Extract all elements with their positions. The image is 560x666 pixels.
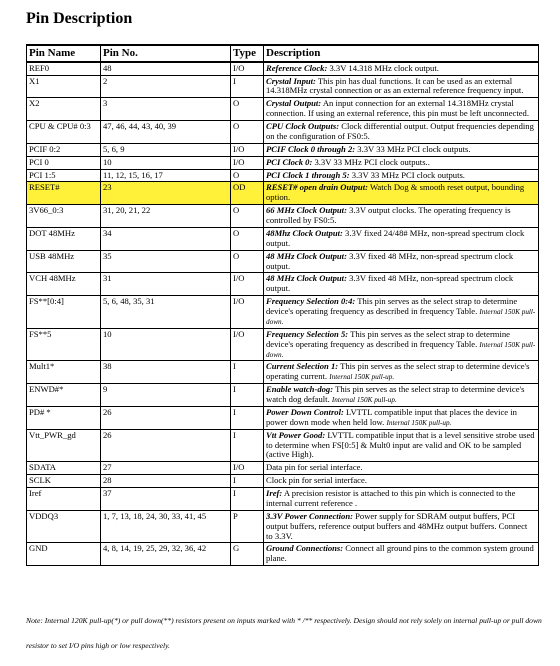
description-title: 48 MHz Clock Output:: [266, 250, 347, 261]
description-title: Ground Connections:: [266, 543, 344, 554]
table-row: [27, 182, 539, 205]
pin-description-cell: [264, 361, 539, 384]
table-row: [27, 406, 539, 429]
pin-description-cell: [264, 429, 539, 462]
pin-type-cell: I: [231, 384, 264, 407]
pin-description-cell: [264, 406, 539, 429]
page-title: Pin Description: [26, 10, 133, 27]
pin-number-cell: 38: [101, 361, 231, 384]
description-text: Watch Dog & smooth reset output, bounding option.: [266, 182, 525, 203]
description-title: 48 MHz Clock Output:: [266, 273, 347, 284]
description-title: Frequency Selection 0:4:: [266, 296, 356, 307]
description-title: Frequency Selection 5:: [266, 328, 349, 339]
pin-type-cell: I/O: [231, 296, 264, 329]
pin-type-cell: O: [231, 121, 264, 144]
pin-description-cell: [264, 62, 539, 75]
pin-description-cell: [264, 462, 539, 475]
table-row: [27, 169, 539, 182]
pin-number-cell: 3: [101, 98, 231, 121]
description-text: Power supply for SDRAM output buffers, PCI output buffers, reference output buffers and 48MHz output buffers. Connect to 3.3V.: [266, 510, 528, 541]
description-note: Internal 150K pull-up.: [386, 418, 452, 427]
description-note: Internal 150K pull-up.: [331, 396, 397, 405]
pin-name-cell: REF0: [27, 62, 101, 75]
description-title: Iref:: [266, 488, 283, 499]
pin-name-cell: SDATA: [27, 462, 101, 475]
description-text: 3.3V 33 MHz PCI clock outputs.: [349, 169, 465, 180]
header-pin-name: Pin Name: [27, 45, 101, 62]
pin-type-cell: I: [231, 75, 264, 98]
table-row: [27, 205, 539, 228]
description-text: 3.3V 14.318 MHz clock output.: [327, 62, 439, 73]
pin-description-cell: [264, 121, 539, 144]
table-row: [27, 143, 539, 156]
pin-name-cell: USB 48MHz: [27, 250, 101, 273]
description-title: Crystal Output:: [266, 98, 322, 109]
pin-number-cell: 47, 46, 44, 43, 40, 39: [101, 121, 231, 144]
description-text: LVTTL compatible input that places the device in power down mode when held low.: [266, 406, 517, 427]
description-text: 3.3V 33 MHz PCI clock outputs..: [312, 156, 430, 167]
pin-type-cell: I/O: [231, 62, 264, 75]
pin-description-cell: [264, 156, 539, 169]
description-title: Vtt Power Good:: [266, 429, 326, 440]
table-row: [27, 98, 539, 121]
description-title: Reference Clock:: [266, 62, 328, 73]
table-row: [27, 227, 539, 250]
pin-description-cell: [264, 296, 539, 329]
description-title: 66 MHz Clock Output:: [266, 205, 347, 216]
pin-type-cell: I/O: [231, 143, 264, 156]
pin-name-cell: PD# *: [27, 406, 101, 429]
pin-number-cell: 11, 12, 15, 16, 17: [101, 169, 231, 182]
table-row: [27, 384, 539, 407]
pin-type-cell: O: [231, 227, 264, 250]
header-description: Description: [264, 45, 539, 62]
description-text: 3.3V 33 MHz PCI clock outputs.: [355, 143, 471, 154]
pin-number-cell: 35: [101, 250, 231, 273]
pin-name-cell: 3V66_0:3: [27, 205, 101, 228]
table-row: [27, 510, 539, 543]
table-row: [27, 488, 539, 511]
pin-name-cell: PCI 1:5: [27, 169, 101, 182]
pin-name-cell: VDDQ3: [27, 510, 101, 543]
pin-type-cell: I/O: [231, 328, 264, 361]
pin-name-cell: Mult1*: [27, 361, 101, 384]
table-row: [27, 462, 539, 475]
description-text: 3.3V fixed 48 MHz, non-spread spectrum clock output.: [266, 250, 514, 271]
pin-name-cell: ENWD#*: [27, 384, 101, 407]
pin-number-cell: 28: [101, 475, 231, 488]
pin-name-cell: VCH 48MHz: [27, 273, 101, 296]
table-row: [27, 121, 539, 144]
pin-number-cell: 1, 7, 13, 18, 24, 30, 33, 41, 45: [101, 510, 231, 543]
pin-number-cell: 48: [101, 62, 231, 75]
pin-number-cell: 5, 6, 48, 35, 31: [101, 296, 231, 329]
pin-name-cell: FS**[0:4]: [27, 296, 101, 329]
pin-description-cell: [264, 273, 539, 296]
pin-name-cell: GND: [27, 543, 101, 566]
pin-type-cell: O: [231, 169, 264, 182]
pin-number-cell: 37: [101, 488, 231, 511]
pin-type-cell: I/O: [231, 156, 264, 169]
table-row: [27, 250, 539, 273]
pin-description-cell: [264, 384, 539, 407]
description-title: Power Down Control:: [266, 406, 344, 417]
pin-name-cell: CPU & CPU# 0:3: [27, 121, 101, 144]
description-text: LVTTL compatible input that is a level sensitive strobe used to determine when FS[0:5] & Mult0 input are valid and OK to be sampled (active High).: [266, 429, 535, 460]
pin-number-cell: 31, 20, 21, 22: [101, 205, 231, 228]
description-text: A precision resistor is attached to this pin which is connected to the internal current reference .: [266, 488, 516, 508]
pin-number-cell: 4, 8, 14, 19, 25, 29, 32, 36, 42: [101, 543, 231, 566]
pin-name-cell: X2: [27, 98, 101, 121]
pin-name-cell: FS**5: [27, 328, 101, 361]
pin-type-cell: G: [231, 543, 264, 566]
pin-description-cell: [264, 328, 539, 361]
pin-name-cell: RESET#: [27, 182, 101, 205]
description-text: Clock differential output. Output frequencies depending on the configuration of FS0:5.: [266, 121, 534, 141]
description-title: RESET# open drain Output:: [266, 182, 368, 193]
description-text: This pin has dual functions. It can be used as an external 14.318MHz crystal connection or as an external reference frequency input.: [266, 75, 524, 96]
description-title: Crystal Input:: [266, 75, 316, 86]
pin-name-cell: Iref: [27, 488, 101, 511]
description-note: Internal 150K pull-down.: [266, 308, 536, 326]
pin-type-cell: OD: [231, 182, 264, 205]
pin-number-cell: 26: [101, 406, 231, 429]
pin-description-cell: [264, 169, 539, 182]
pin-number-cell: 27: [101, 462, 231, 475]
pin-number-cell: 34: [101, 227, 231, 250]
pin-description-cell: [264, 250, 539, 273]
pin-type-cell: O: [231, 205, 264, 228]
header-pin-no: Pin No.: [101, 45, 231, 62]
table-row: [27, 273, 539, 296]
pin-type-cell: O: [231, 98, 264, 121]
description-title: Current Selection 1:: [266, 361, 339, 372]
pin-type-cell: I: [231, 488, 264, 511]
footnote: Note: Internal 120K pull-up(*) or pull down(**) resistors present on inputs marked with * /** respectively. Design should not rely solely on internal pull-up or pull down resistor to set I/O pins high or low respectively.: [26, 616, 542, 650]
pin-description-cell: [264, 182, 539, 205]
table-row: [27, 361, 539, 384]
pin-number-cell: 10: [101, 156, 231, 169]
pin-number-cell: 10: [101, 328, 231, 361]
table-row: [27, 328, 539, 361]
pin-description-table: [26, 44, 539, 566]
description-text: 3.3V fixed 24/48# MHz, non-spread spectrum clock output.: [266, 227, 525, 248]
description-title: Enable watch-dog:: [266, 384, 334, 395]
pin-description-cell: [264, 227, 539, 250]
pin-description-cell: [264, 488, 539, 511]
pin-name-cell: PCI 0: [27, 156, 101, 169]
table-row: [27, 62, 539, 75]
pin-description-cell: [264, 475, 539, 488]
description-title: CPU Clock Outputs:: [266, 121, 340, 132]
pin-description-cell: [264, 510, 539, 543]
pin-type-cell: I/O: [231, 462, 264, 475]
pin-number-cell: 26: [101, 429, 231, 462]
pin-description-cell: [264, 205, 539, 228]
pin-type-cell: I: [231, 429, 264, 462]
table-header-row: [27, 45, 539, 62]
description-title: 3.3V Power Connection:: [266, 510, 353, 521]
pin-type-cell: I: [231, 406, 264, 429]
description-title: PCIF Clock 0 through 2:: [266, 143, 356, 154]
description-note: Internal 150K pull-down.: [266, 340, 536, 359]
description-text: An input connection for an external 14.318MHz crystal connection. If using an external reference, this pin must be left unconnected.: [266, 98, 529, 119]
pin-number-cell: 23: [101, 182, 231, 205]
header-type: Type: [231, 45, 264, 62]
description-text: Clock pin for serial interface.: [266, 475, 367, 486]
table-row: [27, 75, 539, 98]
table-row: [27, 156, 539, 169]
pin-number-cell: 5, 6, 9: [101, 143, 231, 156]
pin-type-cell: I: [231, 361, 264, 384]
pin-description-cell: [264, 98, 539, 121]
description-title: 48Mhz Clock Output:: [266, 227, 343, 238]
pin-type-cell: I/O: [231, 273, 264, 296]
table-body: [27, 62, 539, 566]
pin-name-cell: DOT 48MHz: [27, 227, 101, 250]
pin-number-cell: 9: [101, 384, 231, 407]
description-text: This pin serves as the select strap to determine device's operating frequency as described in frequency Table.: [266, 328, 510, 349]
pin-name-cell: X1: [27, 75, 101, 98]
description-text: Connect all ground pins to the common system ground plane.: [266, 543, 534, 564]
description-note: Internal 150K pull-up.: [329, 373, 395, 382]
description-title: PCI Clock 1 through 5:: [266, 169, 350, 180]
pin-description-cell: [264, 143, 539, 156]
pin-description-cell: [264, 543, 539, 566]
description-text: 3.3V fixed 48 MHz, non-spread spectrum clock output.: [266, 273, 514, 294]
pin-description-cell: [264, 75, 539, 98]
pin-name-cell: Vtt_PWR_gd: [27, 429, 101, 462]
table-row: [27, 429, 539, 462]
pin-type-cell: O: [231, 250, 264, 273]
table-row: [27, 296, 539, 329]
table-row: [27, 475, 539, 488]
description-text: Data pin for serial interface.: [266, 462, 363, 473]
table-row: [27, 543, 539, 566]
description-title: PCI Clock 0:: [266, 156, 313, 167]
pin-type-cell: P: [231, 510, 264, 543]
pin-number-cell: 31: [101, 273, 231, 296]
description-text: 3.3V output clocks. The operating frequency is controlled by FS0:5.: [266, 205, 511, 226]
description-text: This pin serves as the select strap to determine device's watch dog default.: [266, 384, 525, 405]
pin-type-cell: I: [231, 475, 264, 488]
description-text: This pin serves as the select strap to determine device's operating frequency as described in frequency Table.: [266, 296, 518, 317]
description-text: This pin serves as the select strap to determine device's operating current.: [266, 361, 530, 382]
pin-name-cell: PCIF 0:2: [27, 143, 101, 156]
pin-number-cell: 2: [101, 75, 231, 98]
pin-name-cell: SCLK: [27, 475, 101, 488]
